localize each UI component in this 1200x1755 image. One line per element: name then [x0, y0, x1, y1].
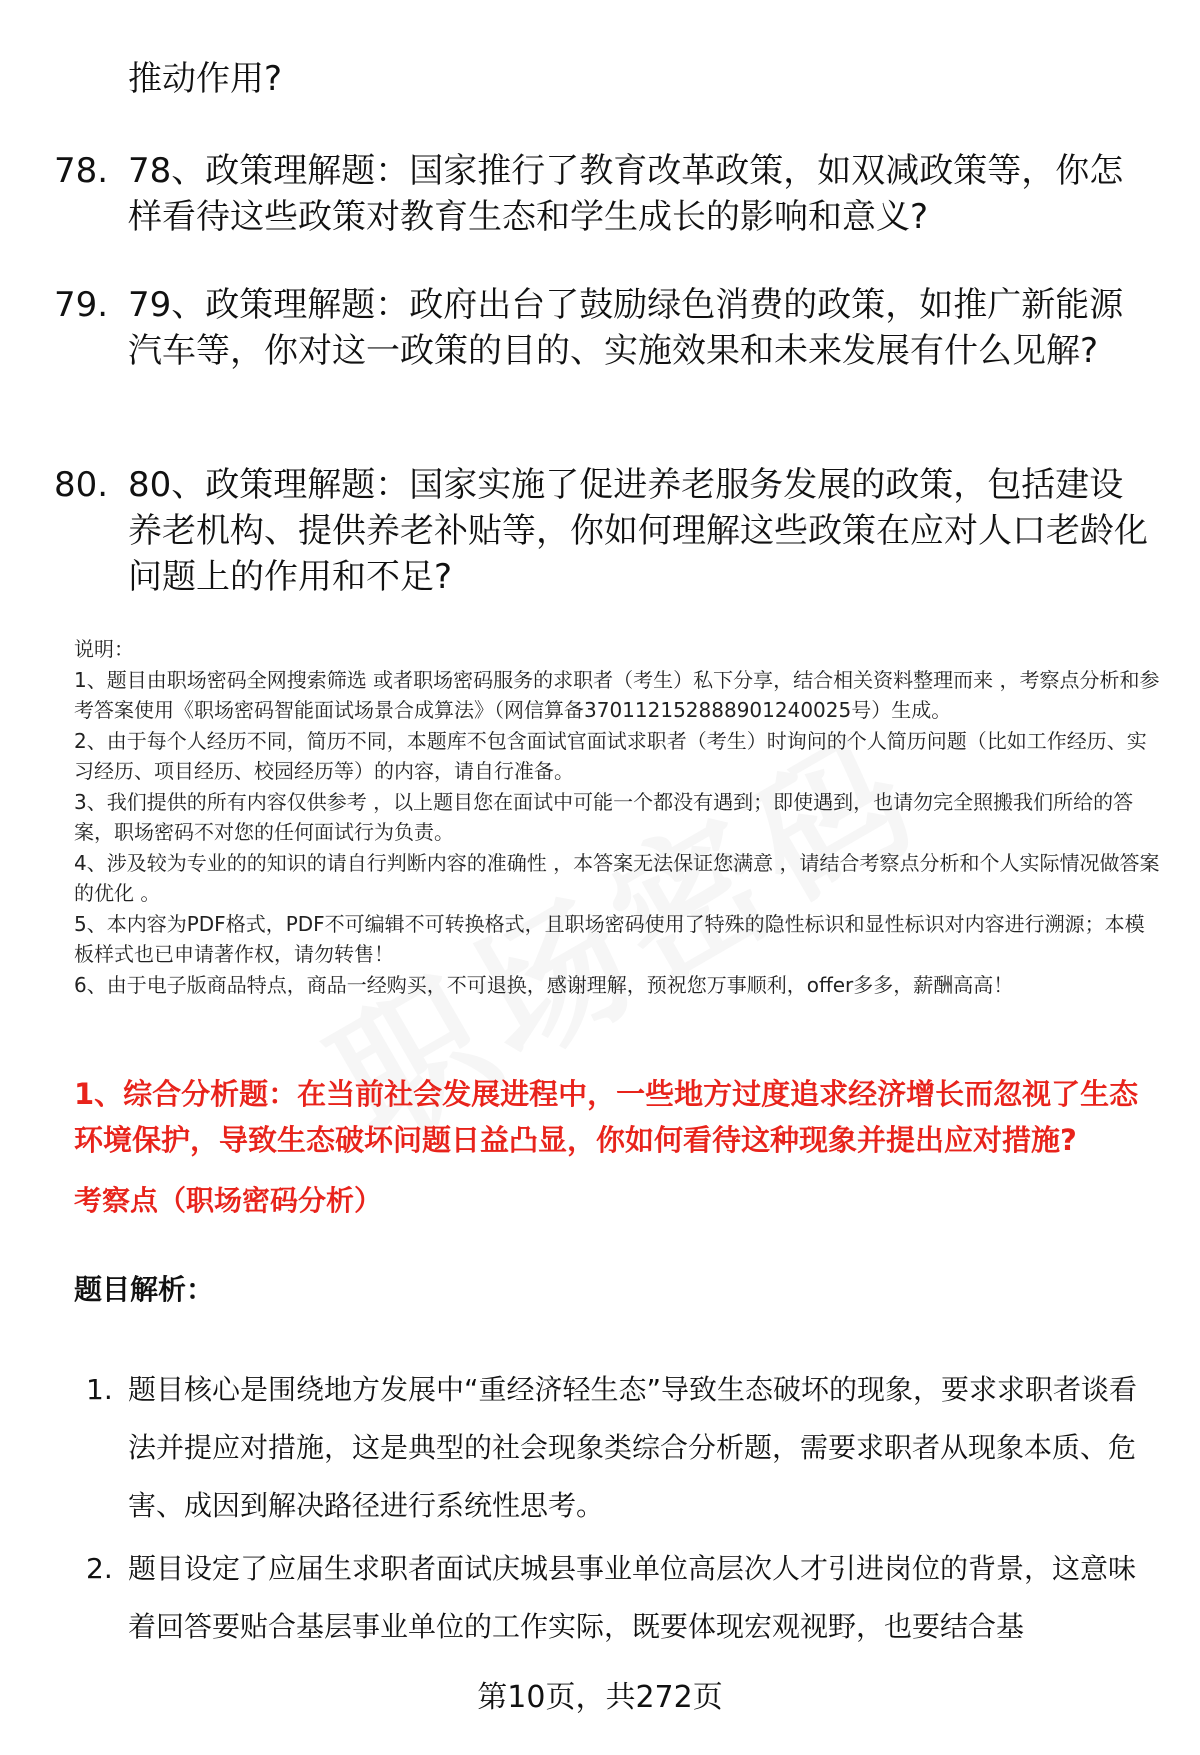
question-text: 79、政策理解题：政府出台了鼓励绿色消费的政策，如推广新能源汽车等，你对这一政策的目的、实施效果和未来发展有什么见解?	[128, 285, 1124, 371]
analysis-heading: 题目解析：	[74, 1273, 215, 1306]
question-number: 80.	[54, 465, 109, 505]
analysis-number: 2.	[86, 1552, 113, 1585]
note-item: 4、涉及较为专业的的知识的请自行判断内容的准确性 ，本答案无法保证您满意 ，请结合考察点分析和个人实际情况做答案的优化 。	[74, 850, 1160, 905]
question-continuation-text: 推动作用?	[128, 59, 283, 99]
main-question-heading: 1、综合分析题：在当前社会发展进程中，一些地方过度追求经济增长而忽视了生态环境保护，导致生态破坏问题日益凸显，你如何看待这种现象并提出应对措施?	[74, 1077, 1139, 1157]
page-footer: 第10页，共272页	[477, 1680, 723, 1715]
note-item: 1、题目由职场密码全网搜索筛选 或者职场密码服务的求职者（考生）私下分享，结合相关资料整理而来 ，考察点分析和参考答案使用《职场密码智能面试场景合成算法》（网信算备370112152888901240025号）生成。	[74, 667, 1160, 722]
note-item: 3、我们提供的所有内容仅供参考 ，以上题目您在面试中可能一个都没有遇到；即使遇到，也请勿完全照搬我们所给的答案，职场密码不对您的任何面试行为负责。	[74, 789, 1134, 844]
notes-title: 说明：	[74, 637, 134, 661]
analysis-number: 1.	[86, 1373, 113, 1406]
notes-section	[74, 634, 1164, 1000]
note-item: 5、本内容为PDF格式，PDF不可编辑不可转换格式，且职场密码使用了特殊的隐性标识和显性标识对内容进行溯源；本模板样式也已申请著作权，请勿转售！	[74, 911, 1145, 966]
question-text: 78、政策理解题：国家推行了教育改革政策，如双减政策等，你怎样看待这些政策对教育生态和学生成长的影响和意义?	[128, 151, 1124, 237]
kaochadian-heading: 考察点（职场密码分析）	[74, 1184, 383, 1217]
question-number: 79.	[54, 285, 109, 325]
analysis-text: 题目设定了应届生求职者面试庆城县事业单位高层次人才引进岗位的背景，这意味着回答要贴合基层事业单位的工作实际，既要体现宏观视野，也要结合基	[128, 1552, 1137, 1643]
note-item: 6、由于电子版商品特点，商品一经购买，不可退换，感谢理解，预祝您万事顺利，offer多多，薪酬高高！	[74, 972, 1014, 997]
question-text: 80、政策理解题：国家实施了促进养老服务发展的政策，包括建设养老机构、提供养老补贴等，你如何理解这些政策在应对人口老龄化问题上的作用和不足?	[128, 465, 1148, 597]
question-number: 78.	[54, 151, 109, 191]
analysis-text: 题目核心是围绕地方发展中“重经济轻生态”导致生态破坏的现象，要求求职者谈看法并提应对措施，这是典型的社会现象类综合分析题，需要求职者从现象本质、危害、成因到解决路径进行系统性思考。	[128, 1373, 1138, 1522]
note-item: 2、由于每个人经历不同，简历不同，本题库不包含面试官面试求职者（考生）时询问的个人简历问题（比如工作经历、实习经历、项目经历、校园经历等）的内容，请自行准备。	[74, 728, 1147, 783]
